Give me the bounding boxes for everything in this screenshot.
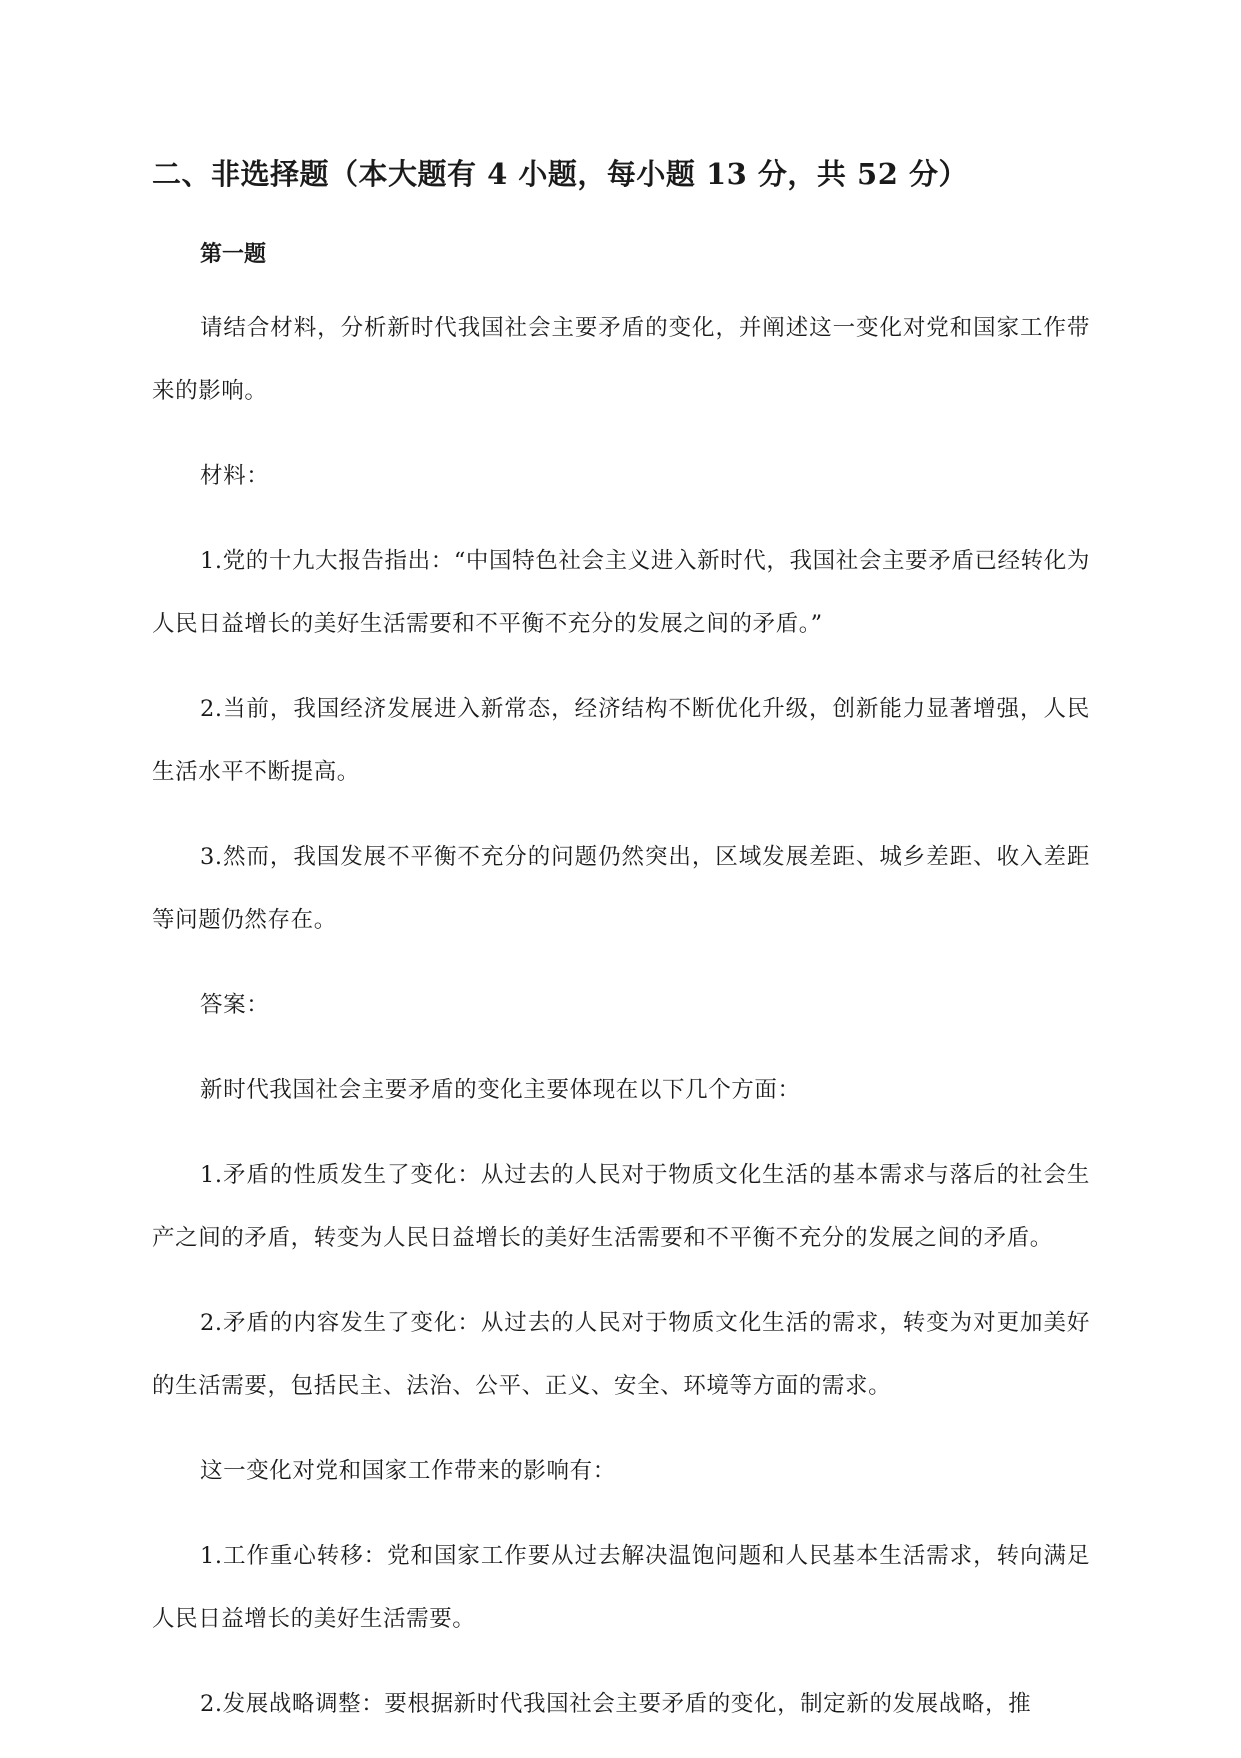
prompt-paragraph: 请结合材料，分析新时代我国社会主要矛盾的变化，并阐述这一变化对党和国家工作带来的影响。 [152, 315, 1090, 404]
answer-point-2: 2.矛盾的内容发生了变化：从过去的人民对于物质文化生活的需求，转变为对更加美好的生活需要，包括民主、法治、公平、正义、安全、环境等方面的需求。 [152, 1310, 1090, 1399]
material-item-3: 3.然而，我国发展不平衡不充分的问题仍然突出，区域发展差距、城乡差距、收入差距等问题仍然存在。 [152, 844, 1090, 933]
impact-point-2: 2.发展战略调整：要根据新时代我国社会主要矛盾的变化，制定新的发展战略，推 [200, 1691, 1032, 1717]
section-title: 二、非选择题（本大题有 4 小题，每小题 13 分，共 52 分） [152, 157, 968, 191]
material-item-1: 1.党的十九大报告指出：“中国特色社会主义进入新时代，我国社会主要矛盾已经转化为人民日益增长的美好生活需要和不平衡不充分的发展之间的矛盾。” [152, 548, 1090, 637]
impact-point-1: 1.工作重心转移：党和国家工作要从过去解决温饱问题和人民基本生活需求，转向满足人民日益增长的美好生活需要。 [152, 1543, 1090, 1632]
material-item-2: 2.当前，我国经济发展进入新常态，经济结构不断优化升级，创新能力显著增强，人民生活水平不断提高。 [152, 696, 1090, 785]
question-title: 第一题 [200, 241, 267, 267]
answer-point-1: 1.矛盾的性质发生了变化：从过去的人民对于物质文化生活的基本需求与落后的社会生产之间的矛盾，转变为人民日益增长的美好生活需要和不平衡不充分的发展之间的矛盾。 [152, 1162, 1090, 1251]
answer-intro: 新时代我国社会主要矛盾的变化主要体现在以下几个方面： [200, 1077, 801, 1103]
impact-intro: 这一变化对党和国家工作带来的影响有： [200, 1458, 616, 1484]
answer-label: 答案： [200, 992, 270, 1018]
question-body [152, 297, 1090, 1758]
material-label: 材料： [200, 463, 270, 489]
